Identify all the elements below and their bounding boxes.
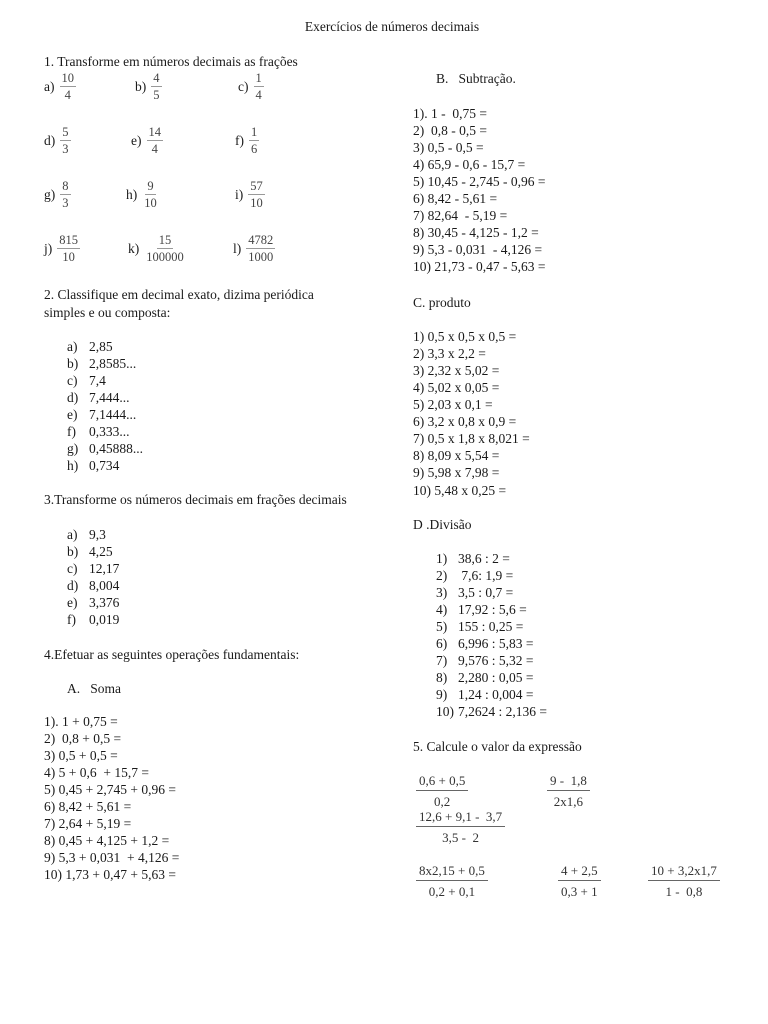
q3-item: b) 4,25 [67,544,113,559]
q1-item-h [126,179,159,210]
produto-item: 10) 5,48 x 0,25 = [413,483,507,498]
q1-item-g [44,179,71,210]
produto-item: 3) 2,32 x 5,02 = [413,363,500,378]
fraction: $\frac{14}{4}$ [148,125,161,156]
produto-heading: C. produto [413,295,471,310]
q2-item: a) 2,85 [67,339,113,354]
produto-item: 7) 0,5 x 1,8 x 8,021 = [413,431,530,446]
q5-heading: 5. Calcule o valor da expressão [413,739,582,754]
produto-item: 9) 5,98 x 7,98 = [413,465,500,480]
soma-heading: A. Soma [67,681,121,696]
q2-item: h) 0,734 [67,458,120,473]
fraction: $\frac{4}{5}$ [153,71,160,102]
produto-item: 5) 2,03 x 0,1 = [413,397,493,412]
q1-item-label: a) [44,78,55,94]
soma-item: 1). 1 + 0,75 = [44,714,118,729]
subtracao-item: 8) 30,45 - 4,125 - 1,2 = [413,225,539,240]
subtracao-item: 9) 5,3 - 0,031 - 4,126 = [413,242,543,257]
q1-item-l [233,233,275,264]
q3-item: f) 0,019 [67,612,120,627]
q3-item: d) 8,004 [67,578,120,593]
q1-item-d [44,125,71,156]
fraction: $\frac{1}{6}$ [251,125,258,156]
expression-4: $\frac{8x2,15 + 0,5}{0,2 + 0,1}$ [416,863,488,899]
fraction: $\frac{1}{4}$ [255,71,262,102]
q1-item-label: j) [44,240,53,256]
expression-3: $\frac{12,6 + 9,1 - 3,7}{3,5 - 2}$ [416,809,505,845]
q3-item: a) 9,3 [67,527,106,542]
q2-item: d) 7,444... [67,390,130,405]
soma-item: 8) 0,45 + 4,125 + 1,2 = [44,833,170,848]
q1-item-label: k) [128,240,140,256]
divisao-item: 5) 155 : 0,25 = [436,619,524,634]
soma-item: 4) 5 + 0,6 + 15,7 = [44,765,149,780]
subtracao-item: 7) 82,64 - 5,19 = [413,208,508,223]
fraction: $\frac{10}{4}$ [61,71,74,102]
subtracao-item: 3) 0,5 - 0,5 = [413,140,484,155]
q1-item-label: i) [235,186,244,202]
subtracao-item: 10) 21,73 - 0,47 - 5,63 = [413,259,546,274]
divisao-item: 7) 9,576 : 5,32 = [436,653,534,668]
expression-5: $\frac{4 + 2,5}{0,3 + 1}$ [558,863,601,899]
q3-heading: 3.Transforme os números decimais em frações decimais [44,492,347,507]
q1-item-label: d) [44,132,56,148]
divisao-item: 2) 7,6: 1,9 = [436,568,514,583]
q1-item-label: f) [235,132,244,148]
fraction: $\frac{815}{10}$ [59,233,78,264]
q1-item-i [235,179,265,210]
q1-heading: 1. Transforme em números decimais as frações [44,54,298,69]
subtracao-item: 4) 65,9 - 0,6 - 15,7 = [413,157,526,172]
produto-item: 1) 0,5 x 0,5 x 0,5 = [413,329,517,344]
produto-item: 4) 5,02 x 0,05 = [413,380,500,395]
fraction: $\frac{57}{10}$ [250,179,263,210]
divisao-item: 4) 17,92 : 5,6 = [436,602,527,617]
expression-6: $\frac{10 + 3,2x1,7}{1 - 0,8}$ [648,863,720,899]
q1-item-label: e) [131,132,142,148]
soma-item: 2) 0,8 + 0,5 = [44,731,122,746]
fraction: $\frac{9}{10}$ [144,179,157,210]
q3-item: e) 3,376 [67,595,120,610]
soma-item: 3) 0,5 + 0,5 = [44,748,118,763]
q2-item: b) 2,8585... [67,356,137,371]
soma-item: 6) 8,42 + 5,61 = [44,799,132,814]
subtracao-item: 2) 0,8 - 0,5 = [413,123,487,138]
subtracao-item: 5) 10,45 - 2,745 - 0,96 = [413,174,546,189]
divisao-item: 10) 7,2624 : 2,136 = [436,704,547,719]
q2-heading-line2: simples e ou composta: [44,305,171,320]
fraction: $\frac{15}{100000}$ [146,233,184,264]
divisao-item: 6) 6,996 : 5,83 = [436,636,534,651]
q1-item-a [44,71,76,102]
soma-item: 5) 0,45 + 2,745 + 0,96 = [44,782,176,797]
q1-item-c [238,71,264,102]
divisao-item: 3) 3,5 : 0,7 = [436,585,514,600]
fraction: $\frac{5}{3}$ [62,125,69,156]
soma-item: 9) 5,3 + 0,031 + 4,126 = [44,850,180,865]
fraction: $\frac{8}{3}$ [62,179,69,210]
q1-item-label: l) [233,240,242,256]
q1-item-label: c) [238,78,249,94]
produto-item: 6) 3,2 x 0,8 x 0,9 = [413,414,517,429]
q2-item: g) 0,45888... [67,441,143,456]
expression-1: $\frac{0,6 + 0,5}{0,2}$ [416,773,468,809]
q1-item-label: g) [44,186,56,202]
q1-item-k [128,233,186,264]
q1-item-label: h) [126,186,138,202]
q1-item-label: b) [135,78,147,94]
subtracao-item: 1). 1 - 0,75 = [413,106,487,121]
q1-item-b [135,71,162,102]
divisao-heading: D .Divisão [413,517,472,532]
soma-item: 7) 2,64 + 5,19 = [44,816,132,831]
q1-item-f [235,125,259,156]
expression-2: $\frac{9 - 1,8}{2x1,6}$ [547,773,590,809]
q4-heading: 4.Efetuar as seguintes operações fundamentais: [44,647,300,662]
page-title: Exercícios de números decimais [304,19,480,34]
divisao-item: 8) 2,280 : 0,05 = [436,670,534,685]
divisao-item: 1) 38,6 : 2 = [436,551,510,566]
subtracao-item: 6) 8,42 - 5,61 = [413,191,498,206]
q1-item-e [131,125,163,156]
q1-item-j [44,233,80,264]
q2-item: f) 0,333... [67,424,130,439]
q2-heading-line1: 2. Classifique em decimal exato, dizima periódica [44,287,314,302]
divisao-item: 9) 1,24 : 0,004 = [436,687,534,702]
soma-item: 10) 1,73 + 0,47 + 5,63 = [44,867,176,882]
q3-item: c) 12,17 [67,561,120,576]
q2-item: e) 7,1444... [67,407,137,422]
q2-item: c) 7,4 [67,373,106,388]
produto-item: 8) 8,09 x 5,54 = [413,448,500,463]
subtracao-heading: B. Subtração. [436,71,516,86]
fraction: $\frac{4782}{1000}$ [248,233,274,264]
produto-item: 2) 3,3 x 2,2 = [413,346,486,361]
